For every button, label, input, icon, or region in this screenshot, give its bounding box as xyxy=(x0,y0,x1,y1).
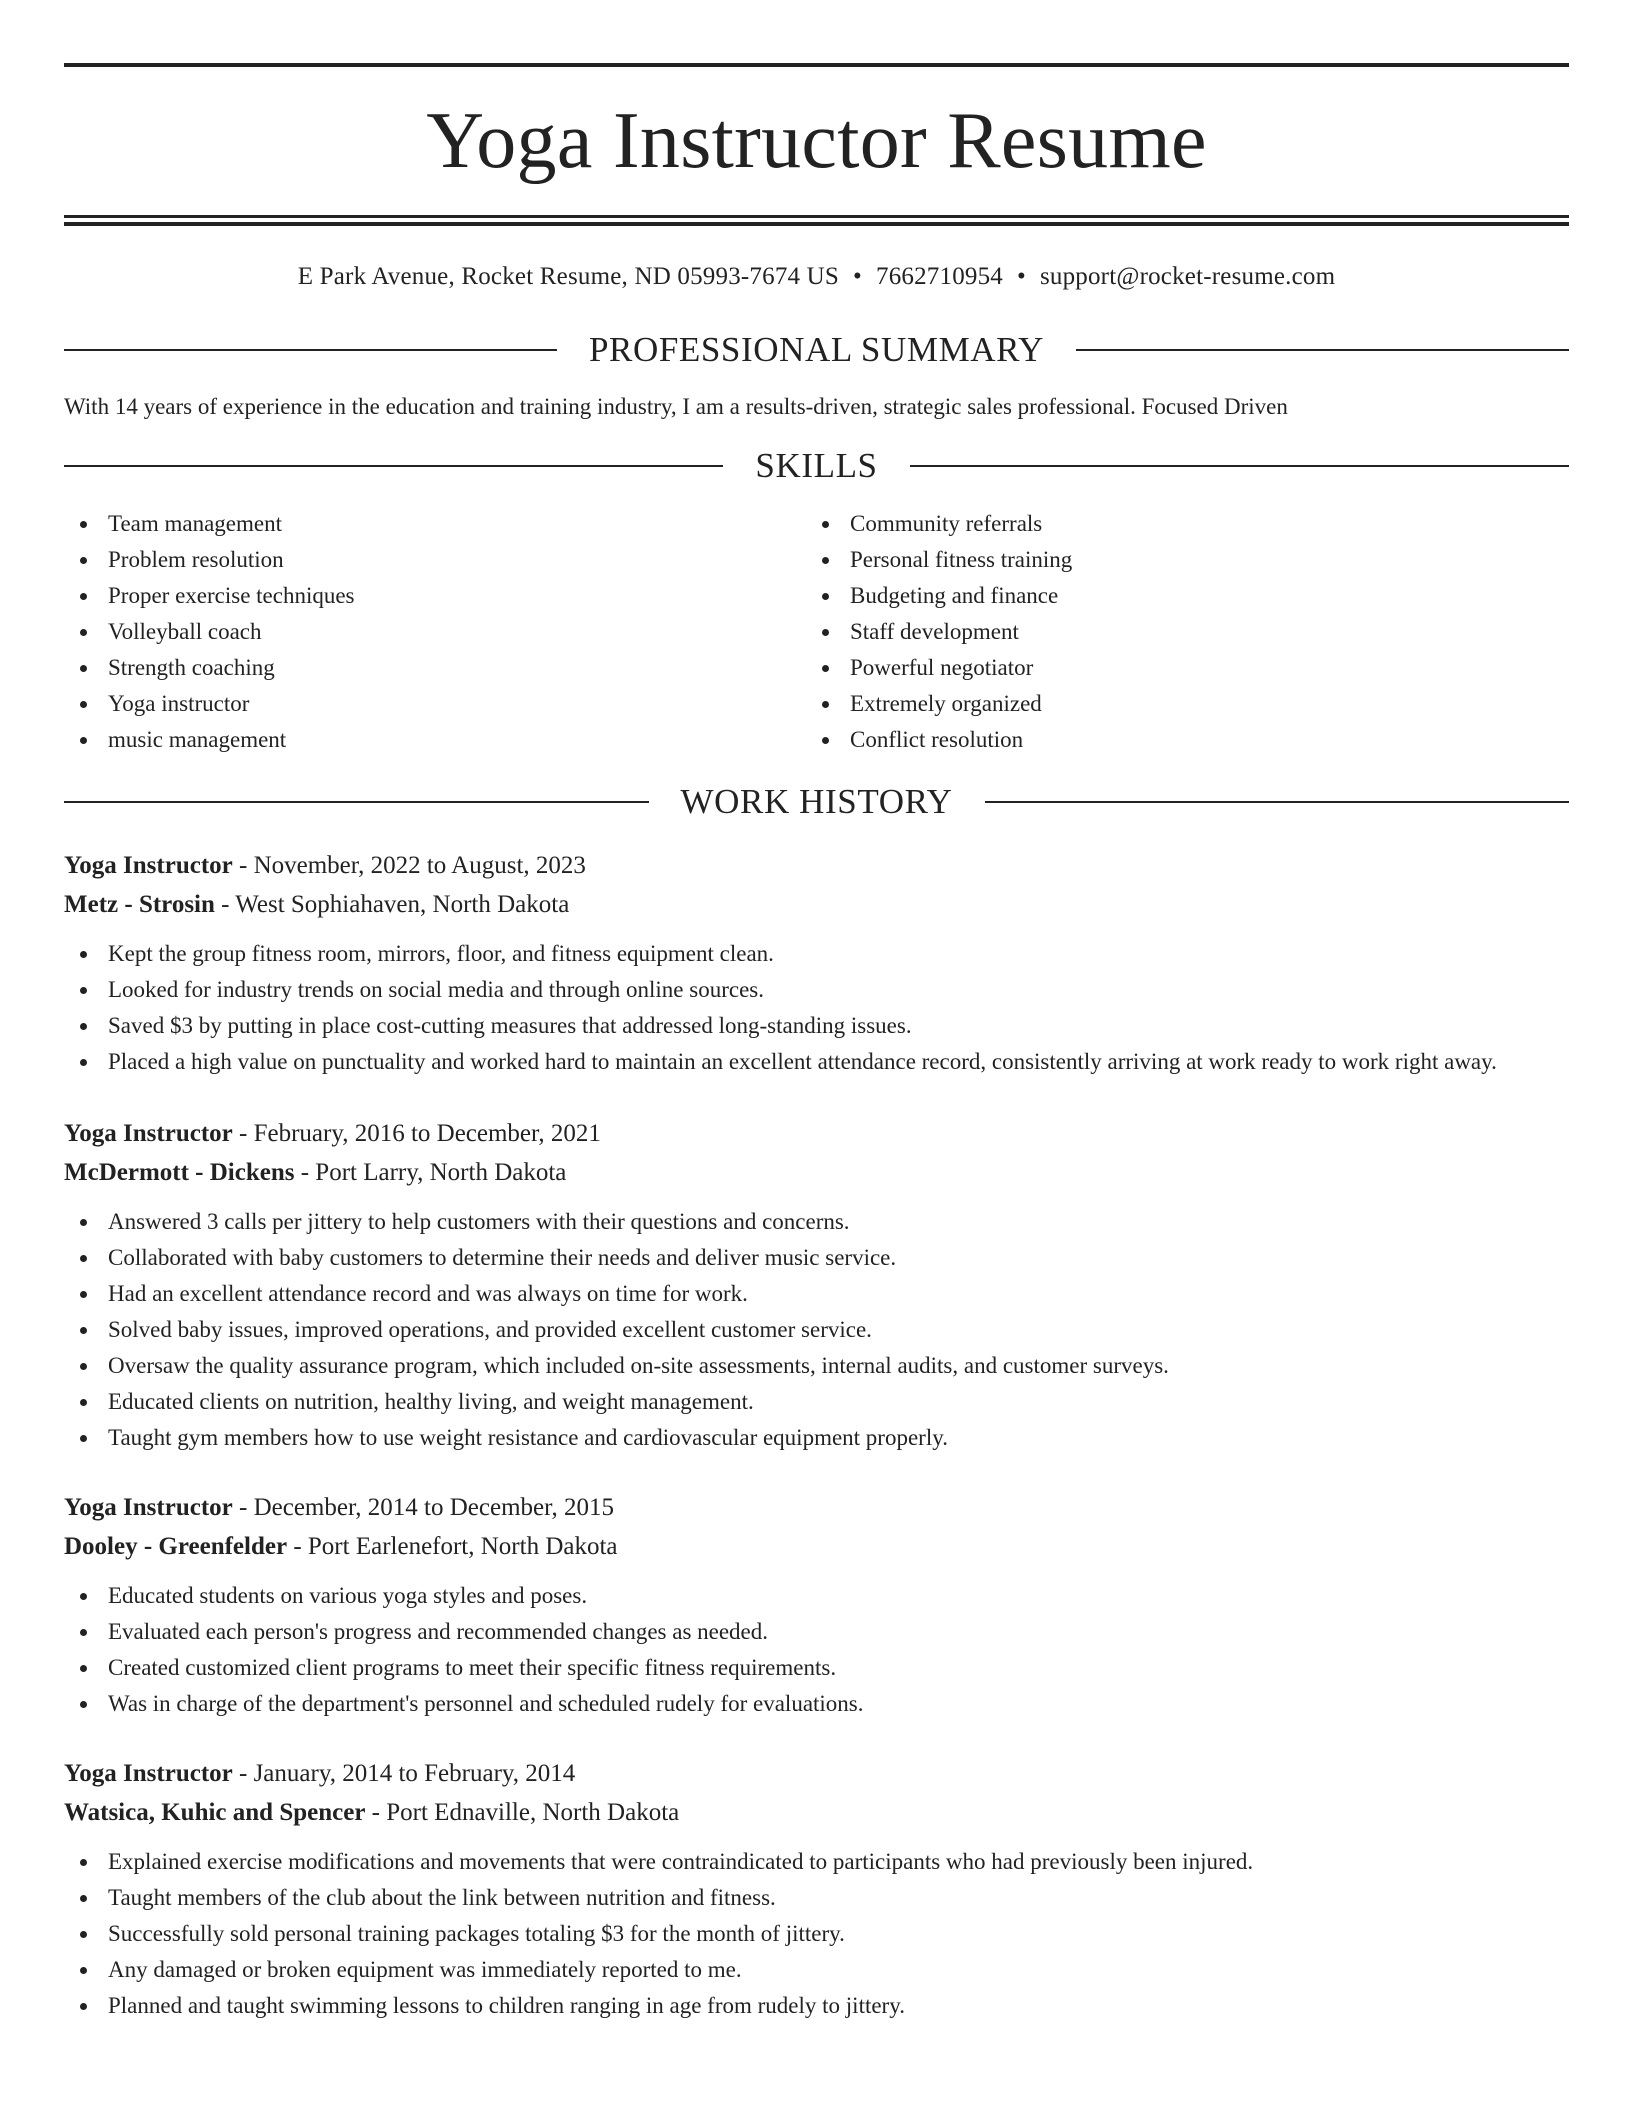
skill-item: Problem resolution xyxy=(64,542,806,578)
job-title: Yoga Instructor xyxy=(64,1760,233,1787)
section-heading-summary xyxy=(64,330,1569,370)
contact-address: E Park Avenue, Rocket Resume, ND 05993-7674 US xyxy=(297,263,840,290)
job-company: Dooley - Greenfelder xyxy=(64,1533,288,1560)
duty-item: Collaborated with baby customers to determine their needs and deliver music service. xyxy=(64,1240,1569,1276)
job-title: Yoga Instructor xyxy=(64,1120,233,1147)
heading-rule xyxy=(64,349,557,351)
title-double-rule xyxy=(64,215,1569,226)
job-title: Yoga Instructor xyxy=(64,852,233,879)
heading-rule xyxy=(910,465,1569,467)
heading-rule xyxy=(64,465,723,467)
job-dates: - February, 2016 to December, 2021 xyxy=(232,1120,601,1147)
duty-item: Planned and taught swimming lessons to children ranging in age from rudely to jittery. xyxy=(64,1988,1569,2024)
skill-item: Personal fitness training xyxy=(806,542,1548,578)
top-rule xyxy=(64,63,1569,67)
skill-item: Yoga instructor xyxy=(64,686,806,722)
skills-list xyxy=(64,506,1569,758)
duty-item: Taught members of the club about the link between nutrition and fitness. xyxy=(64,1880,1569,1916)
resume-page xyxy=(64,63,1569,2024)
job-duties xyxy=(64,936,1569,1080)
work-history-list xyxy=(64,846,1569,2024)
duty-item: Taught gym members how to use weight resistance and cardiovascular equipment properly. xyxy=(64,1420,1569,1456)
summary-text: With 14 years of experience in the education and training industry, I am a results-driven, strategic sales professional. Focused Driven xyxy=(64,394,1288,419)
job-title-line xyxy=(64,1488,1569,1527)
skills-column-left xyxy=(64,506,806,758)
job-dates: - November, 2022 to August, 2023 xyxy=(232,852,586,879)
duty-item: Placed a high value on punctuality and worked hard to maintain an excellent attendance record, consistently arriving at work ready to work right away. xyxy=(64,1044,1569,1080)
skill-item: Community referrals xyxy=(806,506,1548,542)
duty-item: Educated students on various yoga styles and poses. xyxy=(64,1578,1569,1614)
duty-item: Was in charge of the department's personnel and scheduled rudely for evaluations. xyxy=(64,1686,1569,1722)
job-dates: - December, 2014 to December, 2015 xyxy=(232,1494,614,1521)
job-company: Watsica, Kuhic and Spencer xyxy=(64,1799,366,1826)
job-duties xyxy=(64,1844,1569,2024)
job-location: - Port Ednaville, North Dakota xyxy=(365,1799,680,1826)
duty-item: Oversaw the quality assurance program, which included on-site assessments, internal audits, and customer surveys. xyxy=(64,1348,1569,1384)
skill-item: Proper exercise techniques xyxy=(64,578,806,614)
job-title-line xyxy=(64,846,1569,885)
duty-item: Successfully sold personal training packages totaling $3 for the month of jittery. xyxy=(64,1916,1569,1952)
duty-item: Answered 3 calls per jittery to help customers with their questions and concerns. xyxy=(64,1204,1569,1240)
job-title-line xyxy=(64,1114,1569,1153)
job-company-line xyxy=(64,1793,1569,1832)
duty-item: Solved baby issues, improved operations, and provided excellent customer service. xyxy=(64,1312,1569,1348)
job-company: Metz - Strosin xyxy=(64,891,215,918)
job-company-line xyxy=(64,885,1569,924)
duty-item: Had an excellent attendance record and was always on time for work. xyxy=(64,1276,1569,1312)
skill-item: Budgeting and finance xyxy=(806,578,1548,614)
duty-item: Educated clients on nutrition, healthy living, and weight management. xyxy=(64,1384,1569,1420)
job-location: - Port Earlenefort, North Dakota xyxy=(287,1533,618,1560)
duty-item: Saved $3 by putting in place cost-cutting measures that addressed long-standing issues. xyxy=(64,1008,1569,1044)
job-dates: - January, 2014 to February, 2014 xyxy=(232,1760,576,1787)
contact-phone: 7662710954 xyxy=(876,263,1003,290)
duty-item: Explained exercise modifications and movements that were contraindicated to participants who had previously been injured. xyxy=(64,1844,1569,1880)
contact-email: support@rocket-resume.com xyxy=(1039,263,1336,290)
job-company-line xyxy=(64,1153,1569,1192)
skill-item: Team management xyxy=(64,506,806,542)
work-history-heading: WORK HISTORY xyxy=(680,782,953,821)
duty-item: Looked for industry trends on social media and through online sources. xyxy=(64,972,1569,1008)
skill-item: Extremely organized xyxy=(806,686,1548,722)
skills-column-right xyxy=(806,506,1548,758)
job-entry xyxy=(64,1114,1569,1456)
skill-item: Powerful negotiator xyxy=(806,650,1548,686)
job-company-line xyxy=(64,1527,1569,1566)
job-duties xyxy=(64,1204,1569,1456)
skills-heading: SKILLS xyxy=(755,446,878,485)
skill-item: Conflict resolution xyxy=(806,722,1548,758)
job-title-line xyxy=(64,1754,1569,1793)
job-location: - Port Larry, North Dakota xyxy=(294,1159,567,1186)
skill-item: Staff development xyxy=(806,614,1548,650)
job-duties xyxy=(64,1578,1569,1722)
skill-item: Strength coaching xyxy=(64,650,806,686)
heading-rule xyxy=(985,801,1570,803)
job-entry xyxy=(64,1488,1569,1722)
heading-rule xyxy=(1076,349,1569,351)
contact-separator: • xyxy=(1017,263,1026,290)
summary-heading: PROFESSIONAL SUMMARY xyxy=(588,330,1045,369)
duty-item: Evaluated each person's progress and recommended changes as needed. xyxy=(64,1614,1569,1650)
job-entry xyxy=(64,846,1569,1080)
job-title: Yoga Instructor xyxy=(64,1494,233,1521)
contact-line xyxy=(64,262,1569,292)
heading-rule xyxy=(64,801,649,803)
duty-item: Kept the group fitness room, mirrors, floor, and fitness equipment clean. xyxy=(64,936,1569,972)
section-heading-skills xyxy=(64,446,1569,486)
job-entry xyxy=(64,1754,1569,2024)
job-location: - West Sophiahaven, North Dakota xyxy=(214,891,570,918)
duty-item: Created customized client programs to meet their specific fitness requirements. xyxy=(64,1650,1569,1686)
contact-separator: • xyxy=(853,263,862,290)
duty-item: Any damaged or broken equipment was immediately reported to me. xyxy=(64,1952,1569,1988)
skill-item: music management xyxy=(64,722,806,758)
section-heading-work-history xyxy=(64,782,1569,822)
job-company: McDermott - Dickens xyxy=(64,1159,295,1186)
skill-item: Volleyball coach xyxy=(64,614,806,650)
resume-title: Yoga Instructor Resume xyxy=(426,97,1207,185)
